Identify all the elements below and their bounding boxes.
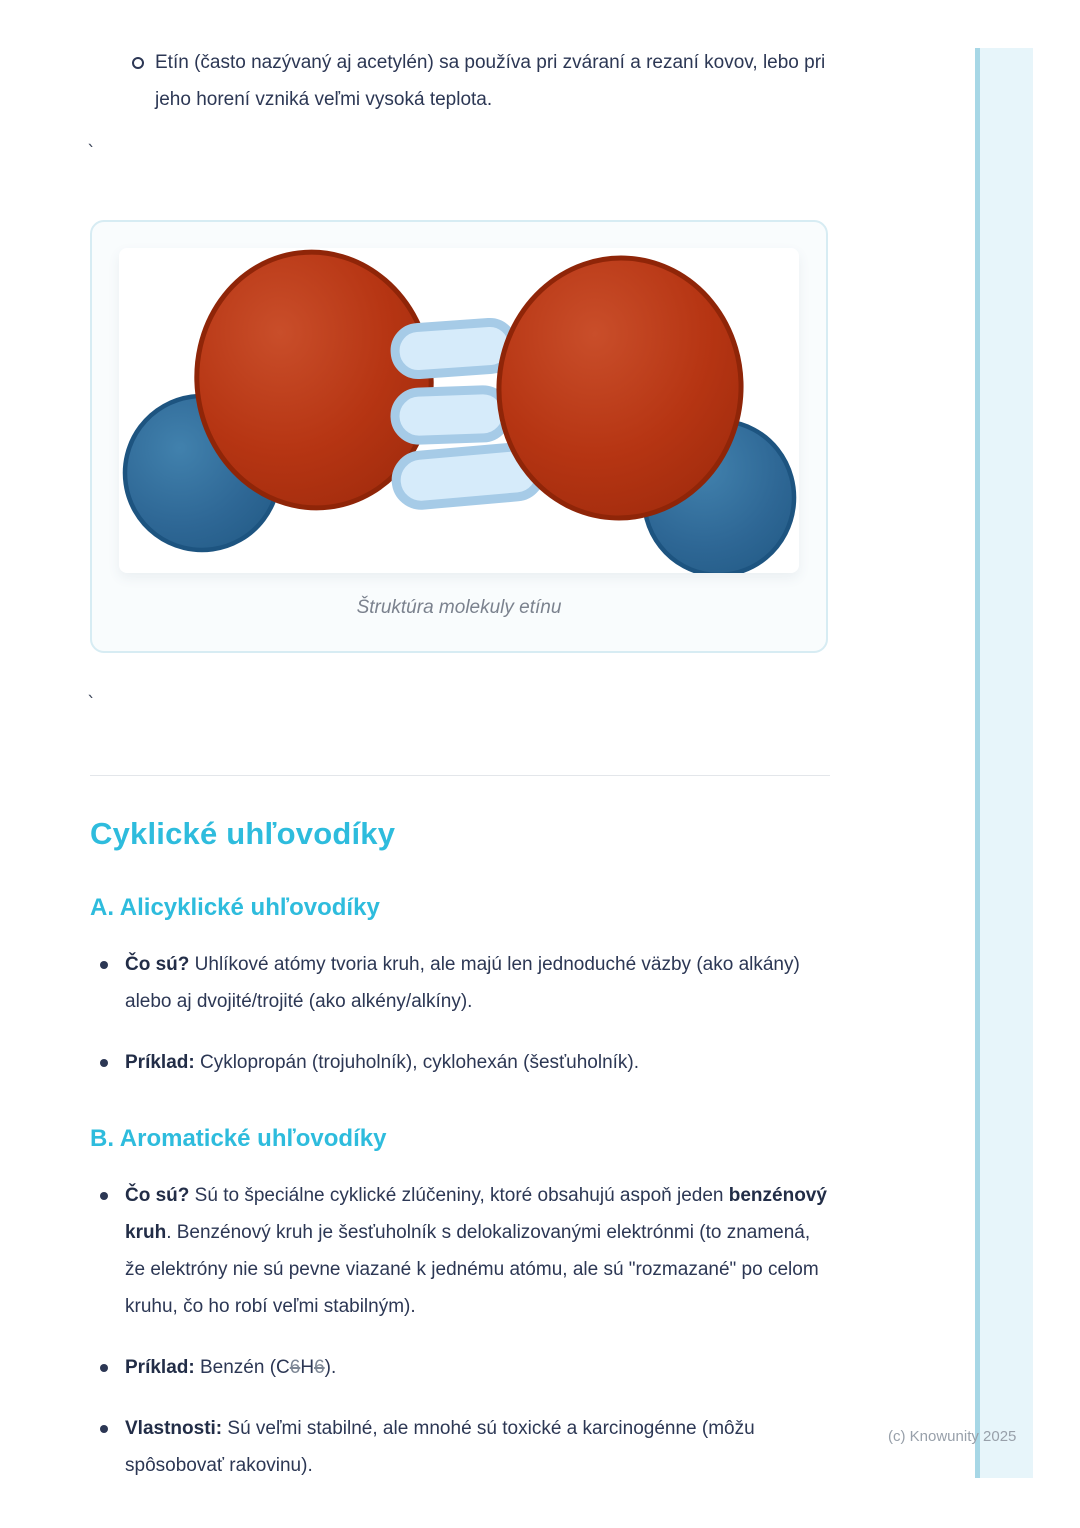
formula-subscript: 6 bbox=[314, 1357, 325, 1378]
list-item bbox=[90, 1177, 830, 1325]
figure-card bbox=[90, 220, 828, 653]
stray-backtick-1: ` bbox=[86, 142, 97, 163]
subsection-b-list bbox=[90, 1177, 830, 1484]
footer-credit: (c) Knowunity 2025 bbox=[888, 1428, 1017, 1445]
section-heading: Cyklické uhľovodíky bbox=[90, 816, 396, 851]
bullet-text: Sú to špeciálne cyklické zlúčeniny, ktoré obsahujú aspoň jeden bbox=[189, 1185, 729, 1206]
bullet-lead: Vlastnosti: bbox=[125, 1418, 223, 1439]
bullet-text: . Benzénový kruh je šesťuholník s delokalizovanými elektrónmi (to znamená, že elektróny nie sú pevne viazané k jednému atómu, ale sú "rozmazané" po celom kruhu, čo ho robí veľmi stabilným). bbox=[125, 1222, 819, 1317]
formula-subscript: 6 bbox=[289, 1357, 301, 1378]
page-content bbox=[86, 0, 830, 1484]
triple-bond-bar-2 bbox=[394, 389, 508, 441]
bullet-text: Sú veľmi stabilné, ale mnohé sú toxické a karcinogénne (môžu spôsobovať rakovinu). bbox=[125, 1418, 755, 1476]
section-divider bbox=[90, 775, 830, 776]
bullet-lead: Čo sú? bbox=[125, 1185, 190, 1206]
subsection-a-heading: A. Alicyklické uhľovodíky bbox=[90, 894, 380, 921]
list-item bbox=[90, 1410, 830, 1484]
list-item bbox=[90, 1349, 830, 1386]
stray-backtick-2: ` bbox=[86, 693, 97, 714]
intro-bullet-list bbox=[90, 44, 830, 118]
bullet-text: Uhlíkové atómy tvoria kruh, ale majú len jednoduché väzby (ako alkány) alebo aj dvojité/trojité (ako alkény/alkíny). bbox=[125, 954, 800, 1012]
molecule-figure bbox=[119, 248, 799, 573]
subsection-b-heading: B. Aromatické uhľovodíky bbox=[90, 1125, 387, 1152]
bullet-lead: Príklad: bbox=[125, 1357, 195, 1378]
ethyne-molecule-illustration bbox=[119, 248, 799, 573]
bullet-bold-term: benzénový kruh bbox=[125, 1185, 827, 1243]
subsection-a-list bbox=[90, 946, 830, 1081]
intro-bullet-item bbox=[90, 44, 830, 118]
bullet-text: ). bbox=[324, 1357, 337, 1378]
bullet-lead: Príklad: bbox=[125, 1052, 195, 1073]
intro-bullet-text: Etín (často nazývaný aj acetylén) sa používa pri zváraní a rezaní kovov, lebo pri jeho horení vzniká veľmi vysoká teplota. bbox=[155, 52, 826, 110]
page-side-stripe bbox=[975, 48, 1033, 1478]
bullet-text: Benzén (C bbox=[194, 1357, 290, 1378]
bullet-text: Cyklopropán (trojuholník), cyklohexán (šesťuholník). bbox=[194, 1052, 640, 1073]
bullet-lead: Čo sú? bbox=[125, 954, 190, 975]
triple-bond-bar-1 bbox=[394, 321, 515, 376]
figure-caption: Štruktúra molekuly etínu bbox=[356, 597, 562, 618]
list-item bbox=[90, 1044, 830, 1081]
list-item bbox=[90, 946, 830, 1020]
bullet-text: H bbox=[300, 1357, 315, 1378]
